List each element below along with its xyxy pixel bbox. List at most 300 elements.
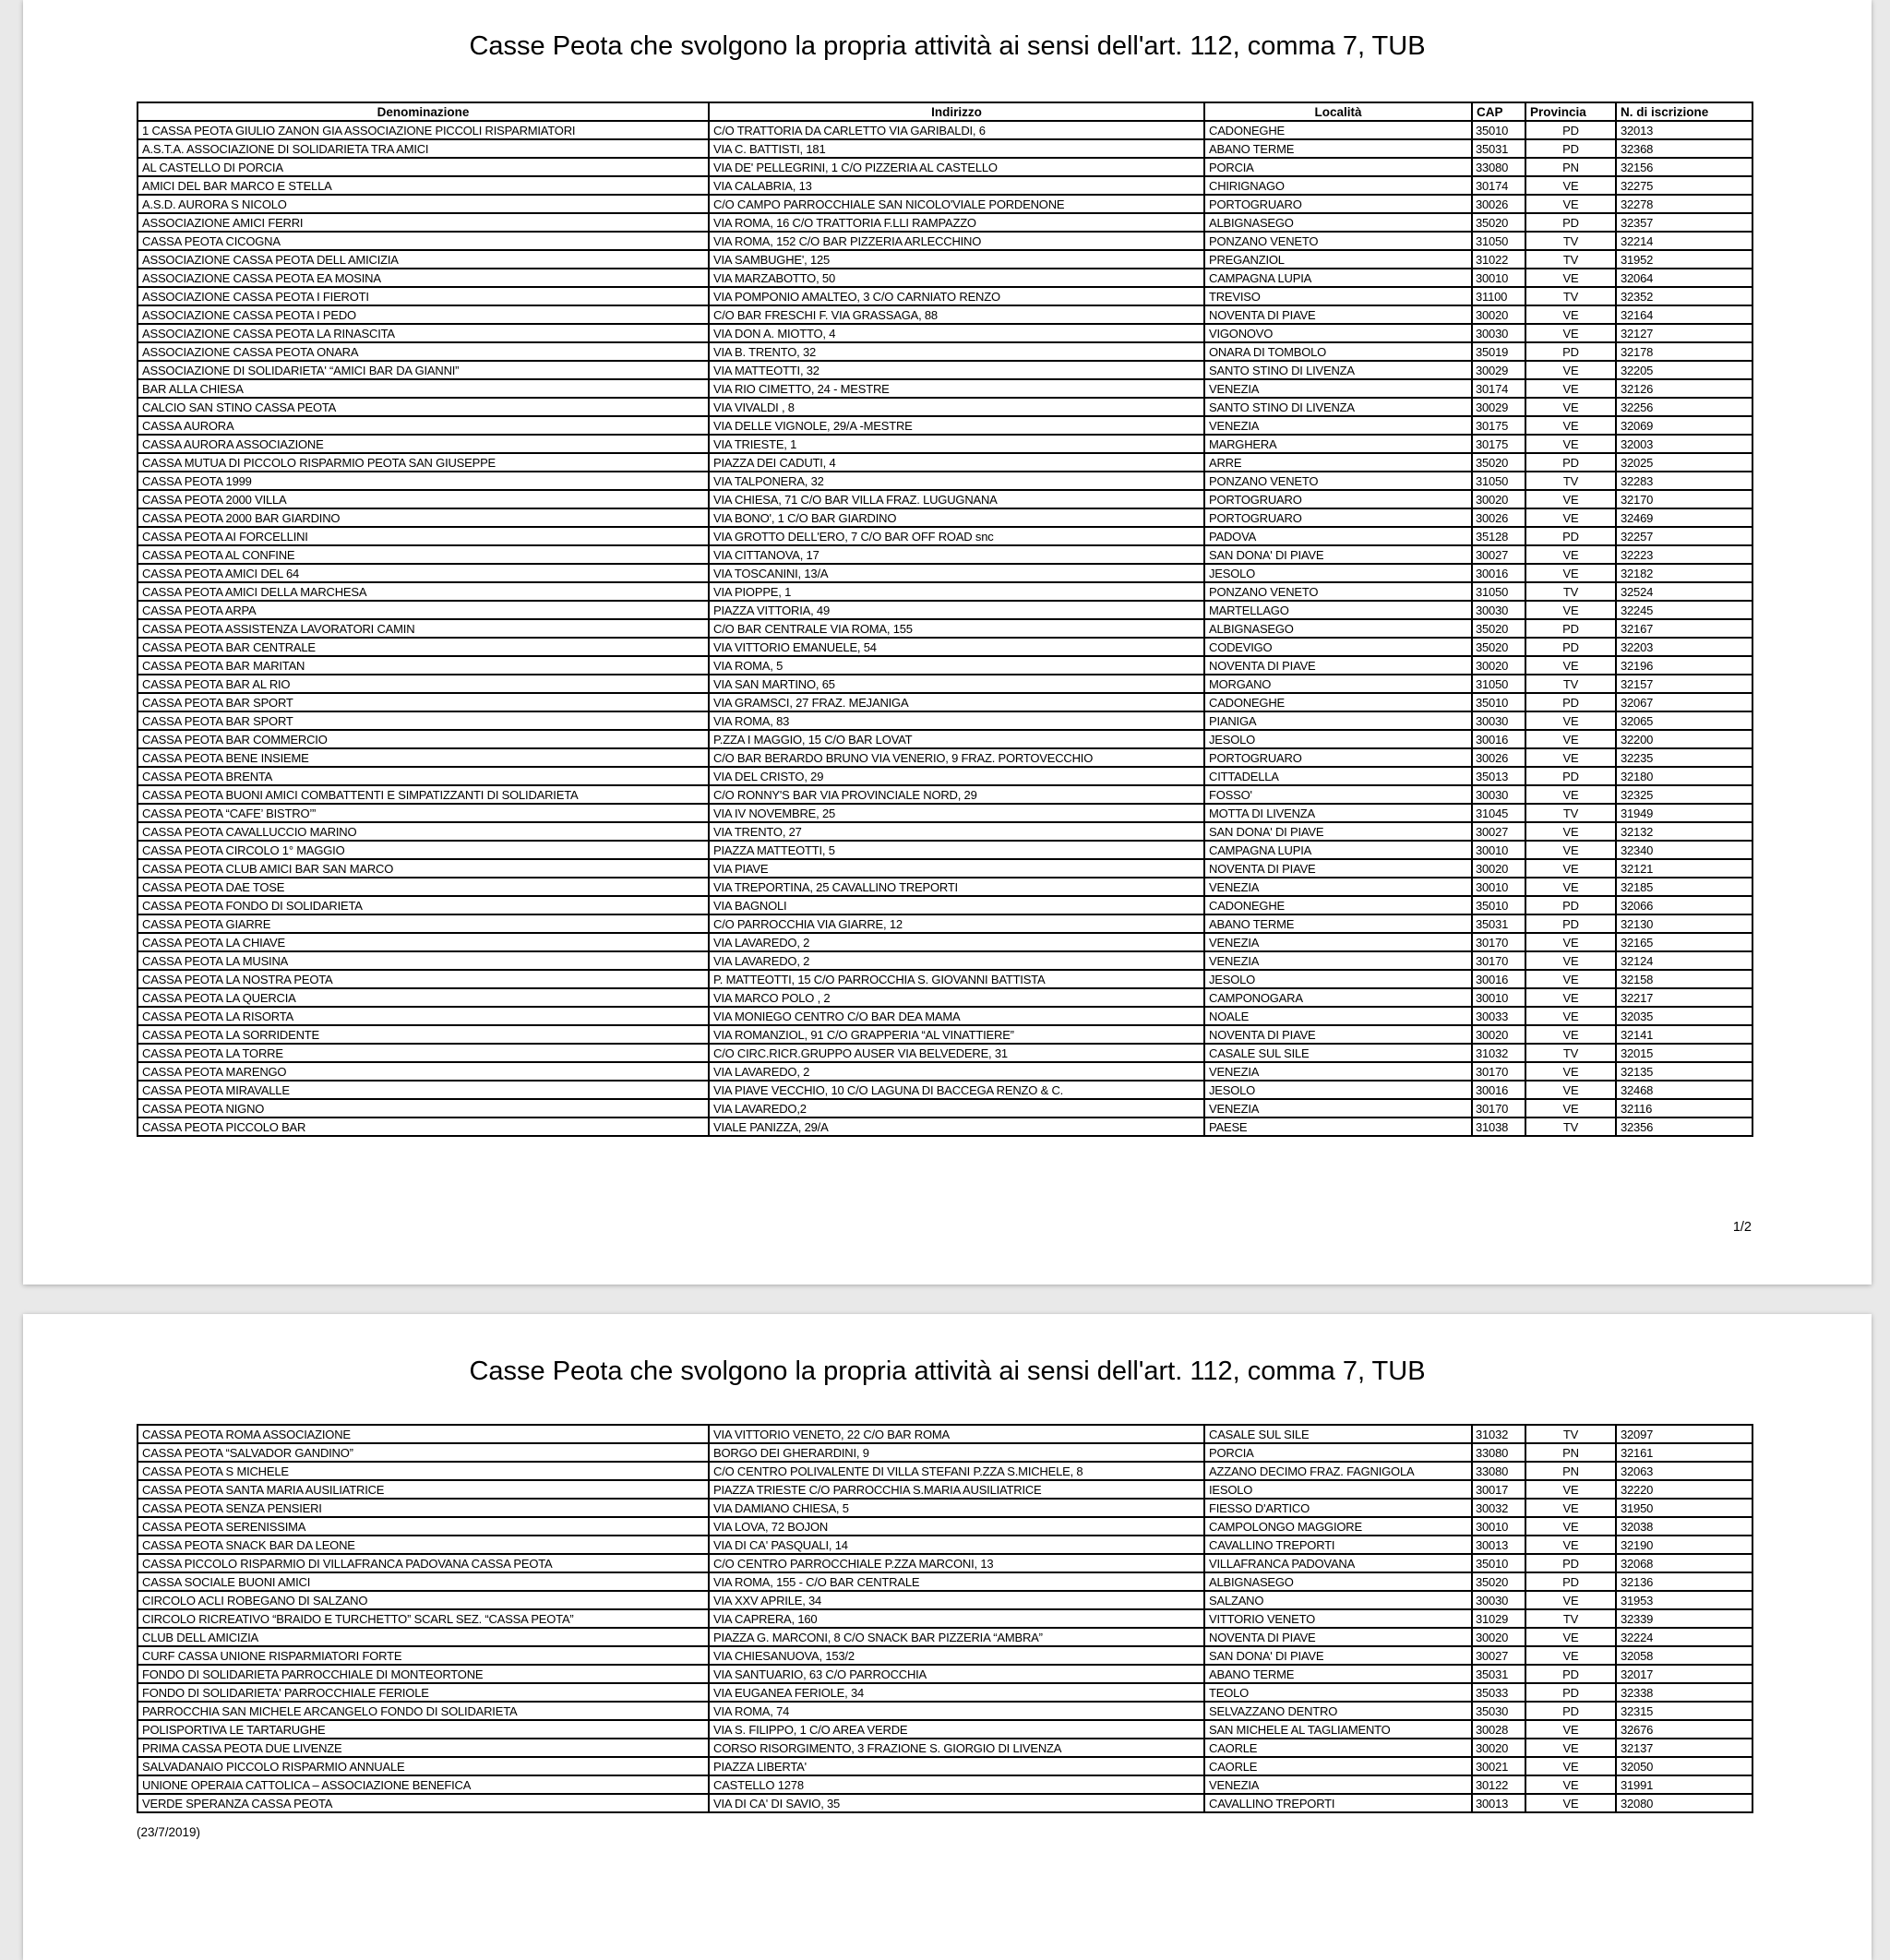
cell-denominazione: CASSA PEOTA S MICHELE	[138, 1462, 709, 1480]
cell-localita: CASALE SUL SILE	[1204, 1425, 1472, 1443]
table-row	[138, 1665, 1752, 1683]
cell-cap: 30030	[1472, 601, 1525, 619]
cell-cap: 30013	[1472, 1536, 1525, 1554]
cell-provincia: VE	[1525, 656, 1616, 675]
cell-indirizzo: VIA IV NOVEMBRE, 25	[709, 804, 1204, 822]
table-row	[138, 804, 1752, 822]
cell-denominazione: CASSA PEOTA MIRAVALLE	[138, 1081, 709, 1099]
table-row	[138, 970, 1752, 988]
cell-provincia: VE	[1525, 508, 1616, 527]
cell-n-iscrizione: 32068	[1616, 1554, 1752, 1572]
cell-localita: ABANO TERME	[1204, 914, 1472, 933]
cell-n-iscrizione: 32035	[1616, 1007, 1752, 1025]
cell-provincia: VE	[1525, 490, 1616, 508]
cell-denominazione: CIRCOLO ACLI ROBEGANO DI SALZANO	[138, 1591, 709, 1609]
cell-localita: MOTTA DI LIVENZA	[1204, 804, 1472, 822]
cell-provincia: VE	[1525, 305, 1616, 324]
cell-indirizzo: VIA ROMA, 5	[709, 656, 1204, 675]
cell-provincia: VE	[1525, 435, 1616, 453]
table-row	[138, 878, 1752, 896]
cell-indirizzo: VIA LAVAREDO, 2	[709, 951, 1204, 970]
cell-localita: CAMPONOGARA	[1204, 988, 1472, 1007]
cell-denominazione: CASSA PEOTA CICOGNA	[138, 232, 709, 250]
cell-n-iscrizione: 32097	[1616, 1425, 1752, 1443]
cell-denominazione: CASSA PEOTA AI FORCELLINI	[138, 527, 709, 545]
cell-localita: CADONEGHE	[1204, 693, 1472, 711]
cell-denominazione: CLUB DELL AMICIZIA	[138, 1628, 709, 1646]
cell-n-iscrizione: 32013	[1616, 121, 1752, 139]
cell-cap: 30020	[1472, 1025, 1525, 1044]
cell-cap: 35010	[1472, 896, 1525, 914]
cell-indirizzo: VIA LAVAREDO, 2	[709, 933, 1204, 951]
cell-cap: 31050	[1472, 472, 1525, 490]
casse-peota-table-page-2	[137, 1424, 1753, 1813]
cell-provincia: VE	[1525, 1480, 1616, 1499]
table-row	[138, 269, 1752, 287]
table-row	[138, 914, 1752, 933]
cell-localita: VENEZIA	[1204, 379, 1472, 398]
cell-indirizzo: BORGO DEI GHERARDINI, 9	[709, 1443, 1204, 1462]
cell-n-iscrizione: 32190	[1616, 1536, 1752, 1554]
cell-denominazione: CASSA PEOTA LA SORRIDENTE	[138, 1025, 709, 1044]
cell-provincia: TV	[1525, 472, 1616, 490]
table-row	[138, 1739, 1752, 1757]
document-date-footer: (23/7/2019)	[137, 1825, 201, 1839]
cell-indirizzo: VIA PIAVE VECCHIO, 10 C/O LAGUNA DI BACCEGA RENZO & C.	[709, 1081, 1204, 1099]
cell-n-iscrizione: 32200	[1616, 730, 1752, 748]
cell-cap: 30029	[1472, 398, 1525, 416]
cell-provincia: VE	[1525, 1739, 1616, 1757]
cell-indirizzo: C/O BAR CENTRALE VIA ROMA, 155	[709, 619, 1204, 638]
cell-indirizzo: VIA GRAMSCI, 27 FRAZ. MEJANIGA	[709, 693, 1204, 711]
cell-localita: CITTADELLA	[1204, 767, 1472, 785]
cell-localita: MORGANO	[1204, 675, 1472, 693]
table-row	[138, 195, 1752, 213]
cell-cap: 30016	[1472, 1081, 1525, 1099]
cell-indirizzo: VIA TOSCANINI, 13/A	[709, 564, 1204, 582]
cell-localita: VIGONOVO	[1204, 324, 1472, 342]
cell-cap: 35020	[1472, 619, 1525, 638]
cell-n-iscrizione: 32182	[1616, 564, 1752, 582]
cell-n-iscrizione: 32124	[1616, 951, 1752, 970]
cell-denominazione: CASSA PICCOLO RISPARMIO DI VILLAFRANCA PADOVANA CASSA PEOTA	[138, 1554, 709, 1572]
cell-indirizzo: VIA DE' PELLEGRINI, 1 C/O PIZZERIA AL CASTELLO	[709, 158, 1204, 176]
cell-indirizzo: VIA PIAVE	[709, 859, 1204, 878]
table-row	[138, 232, 1752, 250]
table-row	[138, 1099, 1752, 1117]
document-page-1	[23, 0, 1872, 1285]
cell-indirizzo: PIAZZA VITTORIA, 49	[709, 601, 1204, 619]
cell-denominazione: CASSA SOCIALE BUONI AMICI	[138, 1572, 709, 1591]
column-header-cap: CAP	[1472, 102, 1525, 121]
cell-denominazione: CASSA PEOTA AMICI DEL 64	[138, 564, 709, 582]
cell-denominazione: CASSA PEOTA DAE TOSE	[138, 878, 709, 896]
cell-localita: VILLAFRANCA PADOVANA	[1204, 1554, 1472, 1572]
cell-indirizzo: CASTELLO 1278	[709, 1775, 1204, 1794]
cell-denominazione: CASSA PEOTA ROMA ASSOCIAZIONE	[138, 1425, 709, 1443]
cell-denominazione: CASSA PEOTA BAR COMMERCIO	[138, 730, 709, 748]
cell-provincia: VE	[1525, 1628, 1616, 1646]
cell-localita: SAN DONA' DI PIAVE	[1204, 1646, 1472, 1665]
table-row	[138, 1757, 1752, 1775]
cell-denominazione: A.S.T.A. ASSOCIAZIONE DI SOLIDARIETA TRA AMICI	[138, 139, 709, 158]
cell-provincia: VE	[1525, 1517, 1616, 1536]
cell-provincia: PD	[1525, 914, 1616, 933]
cell-provincia: VE	[1525, 324, 1616, 342]
cell-localita: CAMPOLONGO MAGGIORE	[1204, 1517, 1472, 1536]
cell-indirizzo: VIA DELLE VIGNOLE, 29/A -MESTRE	[709, 416, 1204, 435]
cell-provincia: PD	[1525, 121, 1616, 139]
cell-provincia: VE	[1525, 176, 1616, 195]
cell-denominazione: CASSA PEOTA BRENTA	[138, 767, 709, 785]
table-row	[138, 951, 1752, 970]
table-row	[138, 822, 1752, 841]
cell-n-iscrizione: 31953	[1616, 1591, 1752, 1609]
cell-denominazione: 1 CASSA PEOTA GIULIO ZANON GIA ASSOCIAZIONE PICCOLI RISPARMIATORI	[138, 121, 709, 139]
cell-cap: 30021	[1472, 1757, 1525, 1775]
cell-cap: 30170	[1472, 933, 1525, 951]
cell-indirizzo: VIA MARCO POLO , 2	[709, 988, 1204, 1007]
cell-denominazione: CASSA PEOTA ARPA	[138, 601, 709, 619]
cell-indirizzo: VIA TALPONERA, 32	[709, 472, 1204, 490]
cell-provincia: VE	[1525, 1499, 1616, 1517]
cell-provincia: TV	[1525, 232, 1616, 250]
cell-localita: PONZANO VENETO	[1204, 232, 1472, 250]
cell-n-iscrizione: 32235	[1616, 748, 1752, 767]
cell-localita: VENEZIA	[1204, 951, 1472, 970]
cell-n-iscrizione: 32256	[1616, 398, 1752, 416]
cell-provincia: VE	[1525, 730, 1616, 748]
table-header-row	[138, 102, 1752, 121]
cell-localita: PORTOGRUARO	[1204, 748, 1472, 767]
cell-n-iscrizione: 32156	[1616, 158, 1752, 176]
cell-indirizzo: VIA DEL CRISTO, 29	[709, 767, 1204, 785]
cell-localita: VENEZIA	[1204, 1099, 1472, 1117]
cell-localita: MARGHERA	[1204, 435, 1472, 453]
table-row	[138, 1572, 1752, 1591]
cell-indirizzo: CORSO RISORGIMENTO, 3 FRAZIONE S. GIORGIO DI LIVENZA	[709, 1739, 1204, 1757]
table-row	[138, 1443, 1752, 1462]
cell-provincia: VE	[1525, 785, 1616, 804]
cell-provincia: VE	[1525, 601, 1616, 619]
cell-localita: JESOLO	[1204, 1081, 1472, 1099]
cell-denominazione: ASSOCIAZIONE CASSA PEOTA ONARA	[138, 342, 709, 361]
cell-localita: VENEZIA	[1204, 878, 1472, 896]
cell-localita: TEOLO	[1204, 1683, 1472, 1702]
cell-n-iscrizione: 32130	[1616, 914, 1752, 933]
cell-localita: PIANIGA	[1204, 711, 1472, 730]
cell-denominazione: ASSOCIAZIONE CASSA PEOTA DELL AMICIZIA	[138, 250, 709, 269]
table-row	[138, 896, 1752, 914]
cell-indirizzo: VIA MARZABOTTO, 50	[709, 269, 1204, 287]
cell-provincia: TV	[1525, 1117, 1616, 1136]
cell-indirizzo: C/O CIRC.RICR.GRUPPO AUSER VIA BELVEDERE, 31	[709, 1044, 1204, 1062]
table-row	[138, 176, 1752, 195]
table-row	[138, 435, 1752, 453]
cell-cap: 30030	[1472, 324, 1525, 342]
column-header-n-iscrizione: N. di iscrizione	[1616, 102, 1752, 121]
cell-cap: 30017	[1472, 1480, 1525, 1499]
table-row	[138, 988, 1752, 1007]
casse-peota-table-page-1	[137, 102, 1753, 1137]
cell-indirizzo: VIA LOVA, 72 BOJON	[709, 1517, 1204, 1536]
cell-localita: CAVALLINO TREPORTI	[1204, 1536, 1472, 1554]
cell-denominazione: POLISPORTIVA LE TARTARUGHE	[138, 1720, 709, 1739]
table-row	[138, 1044, 1752, 1062]
cell-n-iscrizione: 32469	[1616, 508, 1752, 527]
table-row	[138, 711, 1752, 730]
cell-n-iscrizione: 32524	[1616, 582, 1752, 601]
table-row	[138, 398, 1752, 416]
cell-cap: 31032	[1472, 1425, 1525, 1443]
cell-denominazione: ASSOCIAZIONE CASSA PEOTA I PEDO	[138, 305, 709, 324]
cell-indirizzo: VIA VITTORIO EMANUELE, 54	[709, 638, 1204, 656]
table-row	[138, 342, 1752, 361]
cell-n-iscrizione: 32278	[1616, 195, 1752, 213]
cell-n-iscrizione: 32141	[1616, 1025, 1752, 1044]
cell-indirizzo: PIAZZA MATTEOTTI, 5	[709, 841, 1204, 859]
cell-provincia: VE	[1525, 1646, 1616, 1665]
cell-localita: SALZANO	[1204, 1591, 1472, 1609]
table-row	[138, 508, 1752, 527]
table-row	[138, 213, 1752, 232]
cell-localita: ONARA DI TOMBOLO	[1204, 342, 1472, 361]
table-row	[138, 841, 1752, 859]
cell-indirizzo: VIA VIVALDI , 8	[709, 398, 1204, 416]
cell-localita: JESOLO	[1204, 730, 1472, 748]
cell-cap: 30010	[1472, 841, 1525, 859]
cell-provincia: VE	[1525, 416, 1616, 435]
cell-provincia: VE	[1525, 195, 1616, 213]
cell-cap: 31045	[1472, 804, 1525, 822]
cell-localita: FIESSO D'ARTICO	[1204, 1499, 1472, 1517]
cell-denominazione: UNIONE OPERAIA CATTOLICA – ASSOCIAZIONE BENEFICA	[138, 1775, 709, 1794]
cell-n-iscrizione: 32017	[1616, 1665, 1752, 1683]
cell-n-iscrizione: 32217	[1616, 988, 1752, 1007]
table-row	[138, 1081, 1752, 1099]
cell-localita: PORTOGRUARO	[1204, 508, 1472, 527]
table-row	[138, 158, 1752, 176]
cell-cap: 30027	[1472, 822, 1525, 841]
cell-cap: 35019	[1472, 342, 1525, 361]
cell-cap: 35030	[1472, 1702, 1525, 1720]
cell-indirizzo: VIA TREPORTINA, 25 CAVALLINO TREPORTI	[709, 878, 1204, 896]
cell-cap: 30028	[1472, 1720, 1525, 1739]
cell-localita: PONZANO VENETO	[1204, 472, 1472, 490]
cell-provincia: VE	[1525, 1025, 1616, 1044]
cell-denominazione: CASSA PEOTA CAVALLUCCIO MARINO	[138, 822, 709, 841]
cell-indirizzo: VIA LAVAREDO,2	[709, 1099, 1204, 1117]
cell-localita: ALBIGNASEGO	[1204, 213, 1472, 232]
cell-denominazione: AL CASTELLO DI PORCIA	[138, 158, 709, 176]
cell-indirizzo: PIAZZA DEI CADUTI, 4	[709, 453, 1204, 472]
cell-n-iscrizione: 32170	[1616, 490, 1752, 508]
cell-indirizzo: VIA CITTANOVA, 17	[709, 545, 1204, 564]
table-row	[138, 1517, 1752, 1536]
cell-denominazione: CASSA PEOTA AMICI DELLA MARCHESA	[138, 582, 709, 601]
cell-cap: 30027	[1472, 545, 1525, 564]
cell-indirizzo: VIA ROMA, 74	[709, 1702, 1204, 1720]
table-row	[138, 1117, 1752, 1136]
cell-denominazione: CASSA PEOTA LA RISORTA	[138, 1007, 709, 1025]
cell-indirizzo: C/O CAMPO PARROCCHIALE SAN NICOLO'VIALE PORDENONE	[709, 195, 1204, 213]
cell-cap: 30033	[1472, 1007, 1525, 1025]
page-number-indicator: 1/2	[1732, 1220, 1752, 1235]
cell-cap: 30030	[1472, 1591, 1525, 1609]
cell-localita: SELVAZZANO DENTRO	[1204, 1702, 1472, 1720]
cell-indirizzo: VIA EUGANEA FERIOLE, 34	[709, 1683, 1204, 1702]
cell-localita: PORTOGRUARO	[1204, 490, 1472, 508]
table-row	[138, 287, 1752, 305]
cell-n-iscrizione: 32025	[1616, 453, 1752, 472]
cell-n-iscrizione: 32220	[1616, 1480, 1752, 1499]
table-row	[138, 1007, 1752, 1025]
cell-localita: NOVENTA DI PIAVE	[1204, 305, 1472, 324]
cell-provincia: VE	[1525, 1775, 1616, 1794]
cell-denominazione: CASSA AURORA	[138, 416, 709, 435]
cell-localita: PONZANO VENETO	[1204, 582, 1472, 601]
cell-cap: 30030	[1472, 785, 1525, 804]
cell-provincia: VE	[1525, 841, 1616, 859]
table-row	[138, 1554, 1752, 1572]
cell-denominazione: ASSOCIAZIONE DI SOLIDARIETA' “AMICI BAR DA GIANNI”	[138, 361, 709, 379]
cell-n-iscrizione: 32167	[1616, 619, 1752, 638]
cell-denominazione: ASSOCIAZIONE CASSA PEOTA LA RINASCITA	[138, 324, 709, 342]
cell-provincia: VE	[1525, 878, 1616, 896]
cell-provincia: TV	[1525, 804, 1616, 822]
cell-n-iscrizione: 32116	[1616, 1099, 1752, 1117]
cell-cap: 35020	[1472, 638, 1525, 656]
cell-n-iscrizione: 32069	[1616, 416, 1752, 435]
table-row	[138, 1591, 1752, 1609]
cell-localita: PAESE	[1204, 1117, 1472, 1136]
cell-localita: VITTORIO VENETO	[1204, 1609, 1472, 1628]
cell-indirizzo: VIA S. FILIPPO, 1 C/O AREA VERDE	[709, 1720, 1204, 1739]
cell-provincia: TV	[1525, 582, 1616, 601]
cell-indirizzo: C/O RONNY'S BAR VIA PROVINCIALE NORD, 29	[709, 785, 1204, 804]
cell-n-iscrizione: 32325	[1616, 785, 1752, 804]
table-row	[138, 139, 1752, 158]
cell-denominazione: CASSA PEOTA BAR CENTRALE	[138, 638, 709, 656]
cell-denominazione: CASSA PEOTA FONDO DI SOLIDARIETA	[138, 896, 709, 914]
cell-cap: 30170	[1472, 1062, 1525, 1081]
table-row	[138, 693, 1752, 711]
cell-cap: 30020	[1472, 305, 1525, 324]
cell-cap: 30174	[1472, 379, 1525, 398]
cell-localita: FOSSO'	[1204, 785, 1472, 804]
table-row	[138, 527, 1752, 545]
cell-provincia: PD	[1525, 139, 1616, 158]
cell-cap: 30026	[1472, 195, 1525, 213]
cell-indirizzo: PIAZZA G. MARCONI, 8 C/O SNACK BAR PIZZERIA “AMBRA”	[709, 1628, 1204, 1646]
cell-denominazione: AMICI DEL BAR MARCO E STELLA	[138, 176, 709, 195]
table-row	[138, 1499, 1752, 1517]
table-row	[138, 545, 1752, 564]
cell-localita: ALBIGNASEGO	[1204, 619, 1472, 638]
cell-n-iscrizione: 32080	[1616, 1794, 1752, 1812]
table-row	[138, 1425, 1752, 1443]
table-row	[138, 490, 1752, 508]
cell-cap: 30010	[1472, 878, 1525, 896]
cell-localita: TREVISO	[1204, 287, 1472, 305]
cell-denominazione: CASSA PEOTA BAR SPORT	[138, 693, 709, 711]
cell-provincia: PD	[1525, 1554, 1616, 1572]
cell-cap: 35020	[1472, 1572, 1525, 1591]
cell-indirizzo: VIA GROTTO DELL'ERO, 7 C/O BAR OFF ROAD snc	[709, 527, 1204, 545]
cell-localita: CAORLE	[1204, 1757, 1472, 1775]
cell-indirizzo: C/O TRATTORIA DA CARLETTO VIA GARIBALDI, 6	[709, 121, 1204, 139]
cell-indirizzo: P.ZZA I MAGGIO, 15 C/O BAR LOVAT	[709, 730, 1204, 748]
cell-n-iscrizione: 32064	[1616, 269, 1752, 287]
cell-indirizzo: VIA CHIESANUOVA, 153/2	[709, 1646, 1204, 1665]
cell-denominazione: CASSA PEOTA 2000 VILLA	[138, 490, 709, 508]
cell-provincia: PD	[1525, 527, 1616, 545]
cell-provincia: VE	[1525, 1099, 1616, 1117]
cell-denominazione: CASSA PEOTA “SALVADOR GANDINO”	[138, 1443, 709, 1462]
cell-n-iscrizione: 32135	[1616, 1062, 1752, 1081]
cell-n-iscrizione: 32205	[1616, 361, 1752, 379]
cell-provincia: PN	[1525, 158, 1616, 176]
cell-indirizzo: VIA ROMANZIOL, 91 C/O GRAPPERIA “AL VINATTIERE”	[709, 1025, 1204, 1044]
cell-cap: 30020	[1472, 490, 1525, 508]
cell-cap: 33080	[1472, 158, 1525, 176]
cell-n-iscrizione: 32038	[1616, 1517, 1752, 1536]
cell-denominazione: CASSA PEOTA NIGNO	[138, 1099, 709, 1117]
cell-denominazione: CASSA PEOTA CIRCOLO 1° MAGGIO	[138, 841, 709, 859]
table-row	[138, 305, 1752, 324]
cell-provincia: VE	[1525, 1720, 1616, 1739]
cell-indirizzo: VIA DI CA' DI SAVIO, 35	[709, 1794, 1204, 1812]
cell-localita: SAN MICHELE AL TAGLIAMENTO	[1204, 1720, 1472, 1739]
cell-denominazione: CASSA PEOTA MARENGO	[138, 1062, 709, 1081]
cell-provincia: VE	[1525, 970, 1616, 988]
cell-cap: 30020	[1472, 1739, 1525, 1757]
table-row	[138, 730, 1752, 748]
cell-n-iscrizione: 32275	[1616, 176, 1752, 195]
cell-cap: 35128	[1472, 527, 1525, 545]
table-row	[138, 1794, 1752, 1812]
cell-localita: PADOVA	[1204, 527, 1472, 545]
cell-cap: 31100	[1472, 287, 1525, 305]
cell-cap: 33080	[1472, 1443, 1525, 1462]
cell-indirizzo: VIA RIO CIMETTO, 24 - MESTRE	[709, 379, 1204, 398]
cell-provincia: VE	[1525, 822, 1616, 841]
table-row	[138, 638, 1752, 656]
cell-localita: CAORLE	[1204, 1739, 1472, 1757]
table-row	[138, 1480, 1752, 1499]
cell-denominazione: CASSA PEOTA BUONI AMICI COMBATTENTI E SIMPATIZZANTI DI SOLIDARIETA	[138, 785, 709, 804]
cell-n-iscrizione: 32214	[1616, 232, 1752, 250]
cell-denominazione: CASSA PEOTA ASSISTENZA LAVORATORI CAMIN	[138, 619, 709, 638]
cell-denominazione: CASSA PEOTA SERENISSIMA	[138, 1517, 709, 1536]
table-row	[138, 1702, 1752, 1720]
cell-localita: CAVALLINO TREPORTI	[1204, 1794, 1472, 1812]
cell-denominazione: CASSA AURORA ASSOCIAZIONE	[138, 435, 709, 453]
cell-localita: MARTELLAGO	[1204, 601, 1472, 619]
cell-denominazione: CIRCOLO RICREATIVO “BRAIDO E TURCHETTO” SCARL SEZ. “CASSA PEOTA”	[138, 1609, 709, 1628]
cell-indirizzo: VIA C. BATTISTI, 181	[709, 139, 1204, 158]
cell-denominazione: CASSA PEOTA AL CONFINE	[138, 545, 709, 564]
cell-localita: CAMPAGNA LUPIA	[1204, 841, 1472, 859]
cell-localita: VENEZIA	[1204, 1062, 1472, 1081]
page-title: Casse Peota che svolgono la propria attività ai sensi dell'art. 112, comma 7, TUB	[469, 1356, 1426, 1386]
cell-localita: PORCIA	[1204, 158, 1472, 176]
cell-provincia: TV	[1525, 250, 1616, 269]
cell-denominazione: CASSA PEOTA BAR SPORT	[138, 711, 709, 730]
cell-localita: PORTOGRUARO	[1204, 195, 1472, 213]
cell-n-iscrizione: 32136	[1616, 1572, 1752, 1591]
cell-indirizzo: VIA DAMIANO CHIESA, 5	[709, 1499, 1204, 1517]
